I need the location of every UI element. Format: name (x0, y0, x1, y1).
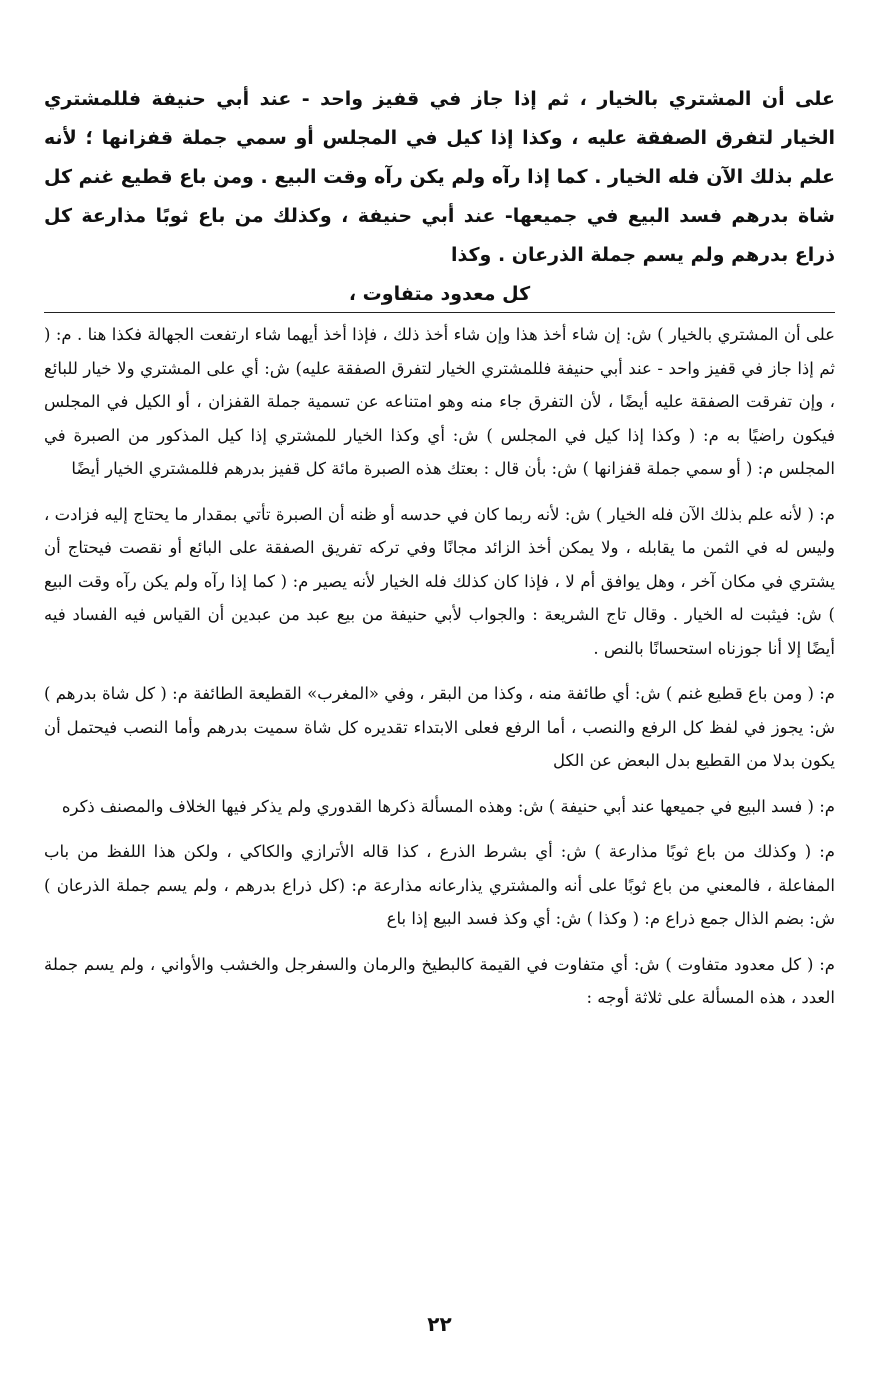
main-text-last-line: كل معدود متفاوت ، (348, 283, 531, 305)
commentary-paragraph: م: ( وكذلك من باع ثوبًا مذارعة ) ش: أي بشرط الذرع ، كذا قاله الأترازي والكاكي ، ولكن هذا اللفظ من باب المفاعلة ، فالمعني من باع ثوبًا على أنه والمشتري يذارعانه مذارعة م: (كل ذراع بدرهم ، ولم يسم جملة الذرعان ) ش: بضم الذال جمع ذراع م: ( وكذا ) ش: أي وكذ فسد البيع إذا باع (44, 842, 835, 928)
main-text-line: الصفقة عليه ، وكذا إذا كيل في المجلس أو سمي جملة قفزانها ؛ لأنه علم بذلك الآن فله الخيار . (44, 127, 835, 188)
page-number: ٢٢ (427, 1312, 452, 1336)
commentary-block (44, 318, 835, 1027)
main-text-block (44, 80, 835, 314)
commentary-paragraph: م: ( ومن باع قطيع غنم ) ش: أي طائفة منه ، وكذا من البقر ، وفي «المغرب» القطيعة الطائفة م: ( كل شاة بدرهم ) ش: يجوز في لفظ كل الرفع والنصب ، أما الرفع فعلى الابتداء تقديره كل شاة سميت بدرهم وأما النصب فيحتمل أن يكون بدلا من القطيع بدل البعض عن الكل (44, 684, 835, 770)
commentary-paragraph: م: ( فسد البيع في جميعها عند أبي حنيفة ) ش: وهذه المسألة ذكرها القدوري ولم يذكر فيها الخلاف والمصنف ذكره (61, 796, 835, 816)
commentary-paragraph: م: ( كل معدود متفاوت ) ش: أي متفاوت في القيمة كالبطيخ والرمان والسفرجل والخشب والأواني ، ولم يسم جملة العدد ، هذه المسألة على ثلاثة أوجه : (44, 954, 835, 1007)
commentary-paragraph: على أن المشتري بالخيار ) ش: إن شاء أخذ هذا وإن شاء أخذ ذلك ، فإذا أخذ أيهما شاء ارتفعت الجهالة فكذا هنا . م: ( ثم إذا جاز في قفيز واحد - عند أبي حنيفة فللمشتري الخيار لتفرق الصفقة عليه) ش: أي على المشتري ولا خيار للبائع ، وإن تفرقت الصفقة عليه أيضًا ، لأن التفرق جاء منه وهو امتناعه عن تسمية جملة القفزان ، أو الكيل في المجلس فيكون راضيًا به م: ( وكذا إذا كيل في المجلس ) ش: أي وكذا الخيار للمشتري إذا كيل المذكور من الصبرة في المجلس م: ( أو سمي جملة قفزانها ) ش: بأن قال : بعتك هذه الصبرة مائة كل قفيز بدرهم فللمشتري الخيار أيضًا (44, 325, 835, 478)
commentary-paragraph: م: ( لأنه علم بذلك الآن فله الخيار ) ش: لأنه ربما كان في حدسه أو ظنه أن الصبرة تأتي بمقدار ما يحتاج إليه فزادت ، وليس له في الثمن ما يقابله ، ولا يمكن أخذ الزائد مجانًا وفي تركه تفريق الصفقة على البائع أو نقصت فيحتاج أن يشتري في مكان آخر ، وهل يوافق أم لا ، فإذا كان كذلك فله الخيار لأنه يصير م: ( كما إذا رآه ولم يكن رآه وقت البيع ) ش: فيثبت له الخيار . وقال تاج الشريعة : والجواب لأبي حنيفة من بيع عبد من عبدين أن القياس فيه الفساد فيه أيضًا إلا أنا جوزناه استحسانًا بالنص . (44, 504, 835, 658)
main-text-line: على أن المشتري بالخيار ، ثم إذا جاز في قفيز واحد - عند أبي حنيفة فللمشتري الخيار لتفرق (44, 88, 835, 149)
main-text (44, 80, 835, 314)
main-text-line: عند أبي حنيفة ، وكذلك من باع ثوبًا مذارعة كل ذراع بدرهم ولم يسم جملة الذرعان . وكذا (44, 205, 835, 266)
main-text-line: كما إذا رآه ولم يكن رآه وقت البيع . ومن باع قطيع غنم كل شاة بدرهم فسد البيع في جميعها- (44, 166, 835, 227)
footnote-divider (44, 312, 835, 313)
